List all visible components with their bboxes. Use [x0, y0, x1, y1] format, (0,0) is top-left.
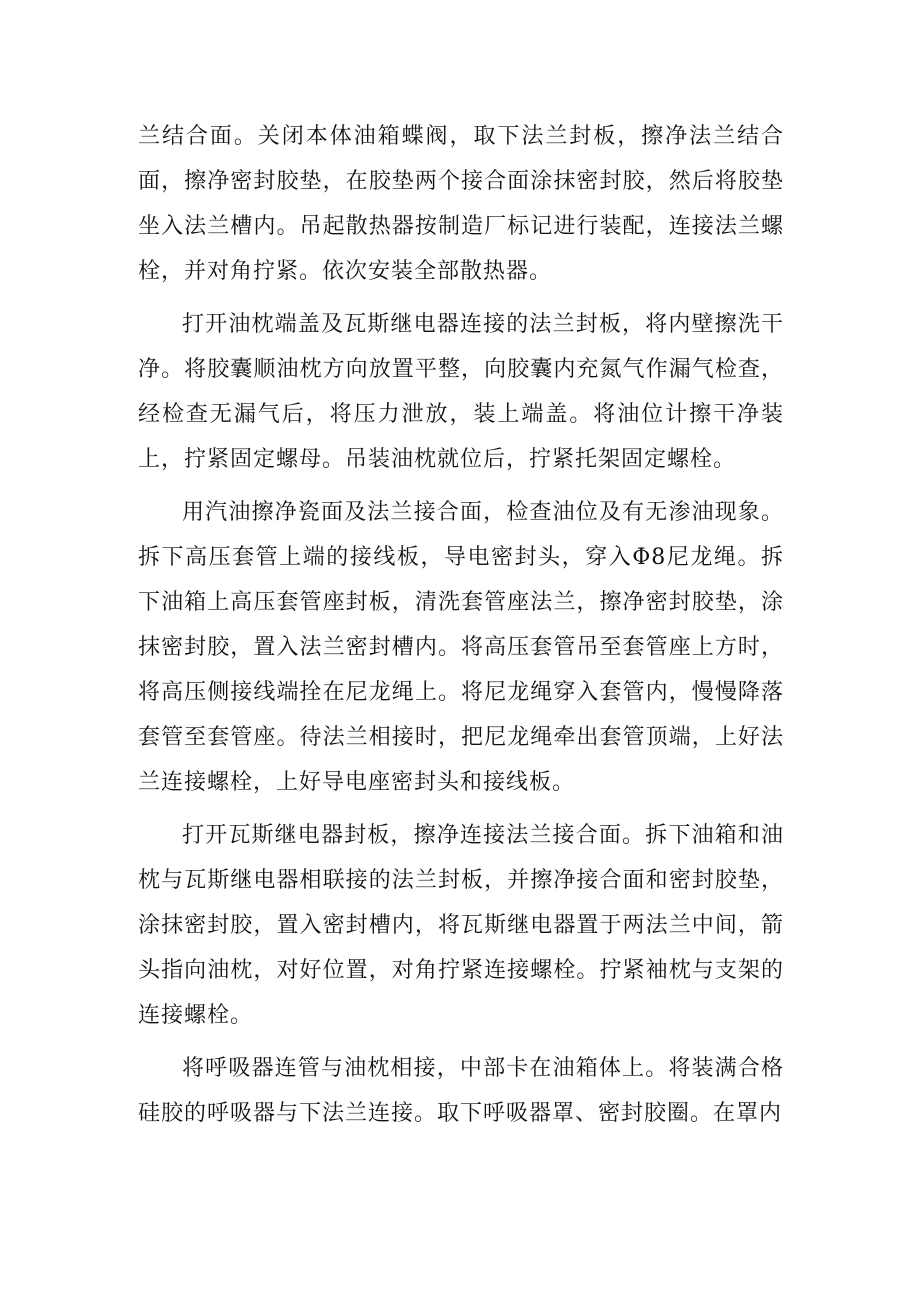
paragraph-continued: 兰结合面。关闭本体油箱蝶阀，取下法兰封板，擦净法兰结合面，擦净密封胶垫，在胶垫两个接合面涂抹密封胶，然后将胶垫坐入法兰槽内。吊起散热器按制造厂标记进行装配，连接法兰螺栓，并对角拧紧。依次安装全部散热器。 [138, 124, 784, 284]
paragraph-breather: 将呼吸器连管与油枕相接，中部卡在油箱体上。将装满合格硅胶的呼吸器与下法兰连接。取下呼吸器罩、密封胶圈。在罩内 [138, 1056, 784, 1126]
paragraph-high-voltage-bushing: 用汽油擦净瓷面及法兰接合面，检查油位及有无渗油现象。拆下高压套管上端的接线板，导电密封头，穿入Φ8尼龙绳。拆下油箱上高压套管座封板，清洗套管座法兰，擦净密封胶垫，涂抹密封胶，置入法兰密封槽内。将高压套管吊至套管座上方时，将高压侧接线端拴在尼龙绳上。将尼龙绳穿入套管内，慢慢降落套管至套管座。待法兰相接时，把尼龙绳牵出套管顶端，上好法兰连接螺栓，上好导电座密封头和接线板。 [138, 500, 784, 795]
document-body [138, 114, 784, 1136]
paragraph-gas-relay: 打开瓦斯继电器封板，擦净连接法兰接合面。拆下油箱和油枕与瓦斯继电器相联接的法兰封板，并擦净接合面和密封胶垫，涂抹密封胶，置入密封槽内，将瓦斯继电器置于两法兰中间，箭头指向油枕，对好位置，对角拧紧连接螺栓。拧紧袖枕与支架的连接螺栓。 [138, 823, 784, 1028]
paragraph-oil-conservator: 打开油枕端盖及瓦斯继电器连接的法兰封板，将内壁擦洗干净。将胶囊顺油枕方向放置平整，向胶囊内充氮气作漏气检查，经检查无漏气后，将压力泄放，装上端盖。将油位计擦干净装上，拧紧固定螺母。吊装油枕就位后，拧紧托架固定螺栓。 [138, 312, 784, 472]
